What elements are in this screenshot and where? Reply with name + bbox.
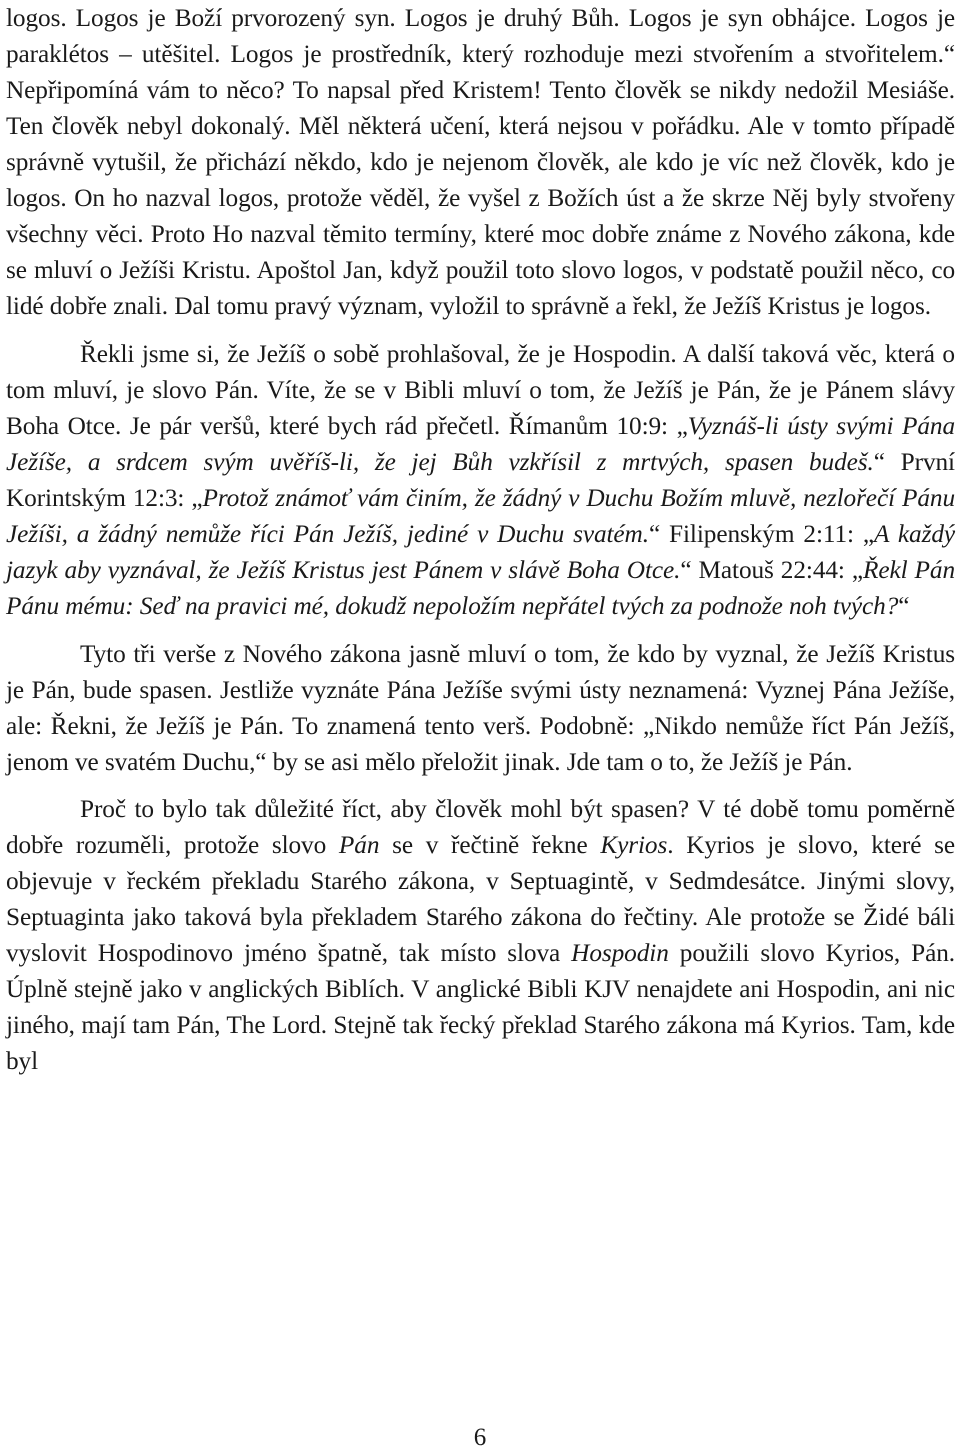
text-run: . Kyrios je slovo, které se objevuje v řeckém překladu Starého zákona, v Septuagintě, v Sedmdesátce. Jinými slovy, Septuaginta jako taková byla překladem Starého zákona do řečtiny. Ale protože se Židé báli vyslovit Hospodinovo jméno špatně, tak místo slova — [6, 831, 955, 967]
quote-philippians: A každý jazyk aby vyznával, že Ježíš Kristus jest Pánem v slávě Boha Otce. — [6, 520, 955, 584]
paragraph-kyrios — [6, 791, 955, 1079]
paragraph-gap — [6, 780, 955, 791]
quote-matthew: Řekl Pán Pánu mému: Seď na pravici mé, dokudž nepoložím nepřátel tvých za podnože noh tvých? — [6, 556, 955, 620]
text-run: “ První Korintským 12:3: „ — [6, 448, 955, 512]
page-number: 6 — [473, 1424, 487, 1451]
quote-romans: Vyznáš-li ústy svými Pána Ježíše, a srdcem svým uvěříš-li, že jej Bůh vzkřísil z mrtvých, spasen budeš. — [6, 412, 956, 476]
italic-kyrios: Kyrios — [600, 831, 668, 859]
paragraph-gap — [6, 624, 955, 636]
paragraph-lord-verses — [6, 336, 955, 624]
text-run: “ — [898, 592, 910, 620]
paragraph-logos: logos. Logos je Boží prvorozený syn. Logos je druhý Bůh. Logos je syn obhájce. Logos je paraklétos – utěšitel. Logos je prostředník, který rozhoduje mezi stvořením a stvořitelem.“ Nepřipomíná vám to něco? To napsal před Kristem! Tento člověk se nikdy nedožil Mesiáše. Ten člověk nebyl dokonalý. Měl některá učení, která nejsou v pořádku. Ale v tomto případě správně vytušil, že přichází někdo, kdo je nejenom člověk, ale kdo je víc než člověk, kdo je logos. On ho nazval logos, protože věděl, že vyšel z Božích úst a že skrze Něj byly stvořeny všechny věci. Proto Ho nazval těmito termíny, které moc dobře známe z Nového zákona, kde se mluví o Ježíši Kristu. Apoštol Jan, když použil toto slovo logos, v podstatě použil něco, co lidé dobře znali. Dal tomu pravý význam, vyložil to správně a řekl, že Ježíš Kristus je logos. — [6, 4, 955, 320]
text-run: “ Matouš 22:44: „ — [680, 556, 863, 584]
italic-hospodin: Hospodin — [571, 939, 669, 967]
document-page — [6, 0, 955, 1079]
text-run: použili slovo Kyrios, Pán. Úplně stejně jako v anglických Biblích. V anglické Bibli KJV nenajdete ani Hospodin, ani nic jiného, mají tam Pán, The Lord. Stejně tak řecký překlad Starého zákona má Kyrios. Tam, kde byl — [6, 939, 955, 1075]
text-run: “ Filipenským 2:11: „ — [648, 520, 875, 548]
text-run: se v řečtině řekne — [379, 831, 601, 859]
quote-corinthians: Protož známoť vám činím, že žádný v Duchu Božím mluvě, nezlořečí Pánu Ježíši, a žádný nemůže říci Pán Ježíš, jediné v Duchu svatém. — [6, 484, 955, 548]
text-run: Proč to bylo tak důležité říct, aby člověk mohl být spasen? V té době tomu poměrně dobře rozuměli, protože slovo — [6, 795, 955, 859]
paragraph-gap — [6, 324, 955, 336]
text-run: Řekli jsme si, že Ježíš o sobě prohlašoval, že je Hospodin. A další taková věc, která o tom mluví, je slovo Pán. Víte, že se v Bibli mluví o tom, že Ježíš je Pán, že je Pánem slávy Boha Otce. Je pár veršů, které bych rád přečetl. Římanům 10:9: „ — [6, 340, 955, 440]
italic-pan: Pán — [338, 831, 380, 859]
paragraph-three-verses: Tyto tři verše z Nového zákona jasně mluví o tom, že kdo by vyznal, že Ježíš Kristus je Pán, bude spasen. Jestliže vyznáte Pána Ježíše svými ústy neznamená: Vyznej Pána Ježíše, ale: Řekni, že Ježíš je Pán. To znamená tento verš. Podobně: „Nikdo nemůže říct Pán Ježíš, jenom ve svatém Duchu,“ by se asi mělo přeložit jinak. Jde tam o to, že Ježíš je Pán. — [6, 640, 955, 776]
